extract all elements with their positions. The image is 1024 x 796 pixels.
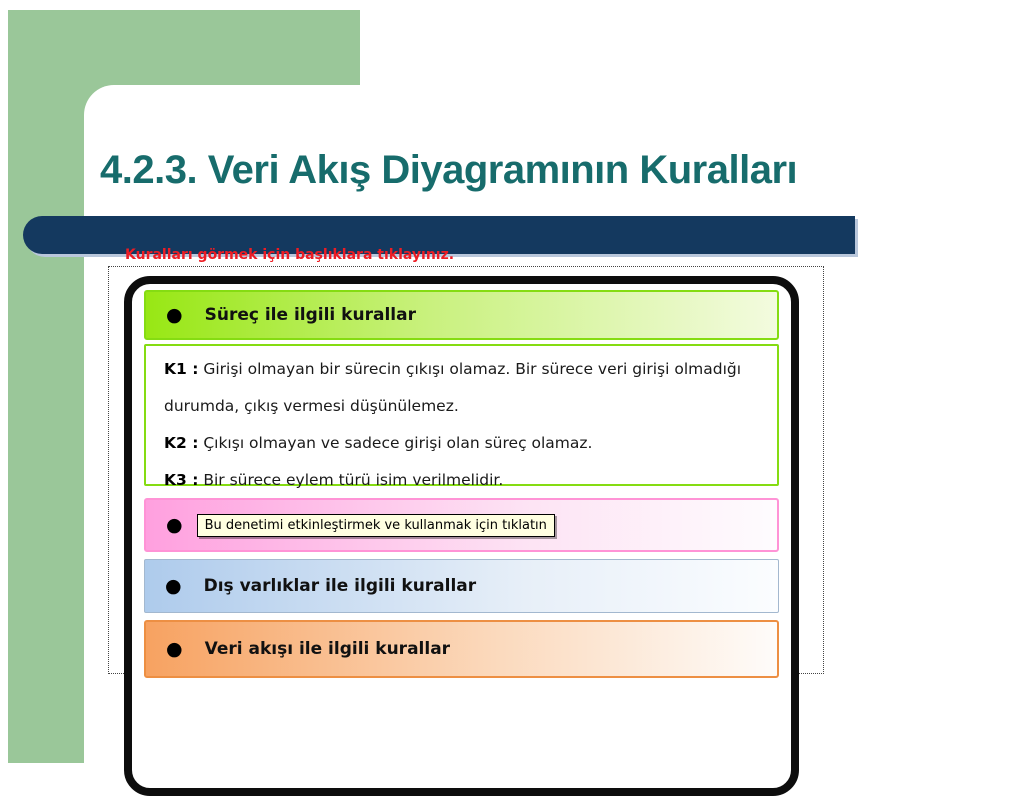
bullet-icon: ● xyxy=(166,637,183,660)
section-label-dis-varliklar: Dış varlıklar ile ilgili kurallar xyxy=(203,576,477,596)
section-header-pink[interactable] xyxy=(144,498,779,552)
rule-k2-text: Çıkışı olmayan ve sadece girişi olan süreç olamaz. xyxy=(203,434,593,452)
rule-k1-text: Girişi olmayan bir sürecin çıkışı olamaz. Bir sürece veri girişi olmadığı durumda, çıkış vermesi düşünülemez. xyxy=(164,360,742,415)
section-header-dis-varliklar[interactable] xyxy=(144,559,779,613)
section-label-veri-akisi: Veri akışı ile ilgili kurallar xyxy=(204,639,451,659)
clipped-caption xyxy=(125,247,725,266)
rule-k2-key: K2 : xyxy=(164,434,199,452)
figure-selection-border xyxy=(108,266,824,674)
bullet-icon: ● xyxy=(166,513,183,536)
clipped-caption-text: Kuralları görmek için başlıklara tıklayınız. xyxy=(125,247,455,263)
rule-k3-text: Bir sürece eylem türü isim verilmelidir. xyxy=(203,471,504,489)
rule-k1-key: K1 : xyxy=(164,360,199,378)
section-header-surec[interactable] xyxy=(144,290,779,340)
section-label-surec: Süreç ile ilgili kurallar xyxy=(204,305,416,325)
embedded-figure xyxy=(108,247,822,674)
section-header-veri-akisi[interactable] xyxy=(144,620,779,678)
rule-k1 xyxy=(164,351,759,425)
activex-tooltip[interactable]: Bu denetimi etkinleştirmek ve kullanmak için tıklatın xyxy=(197,514,555,537)
rule-k3-key: K3 : xyxy=(164,471,199,489)
rules-text-box xyxy=(144,344,779,489)
bullet-icon: ● xyxy=(165,574,182,597)
rule-k2 xyxy=(164,425,759,462)
rule-k3 xyxy=(164,462,759,499)
bullet-icon: ● xyxy=(166,303,183,326)
page-title: 4.2.3. Veri Akış Diyagramının Kuralları xyxy=(100,148,798,192)
rules-panel xyxy=(124,276,799,796)
